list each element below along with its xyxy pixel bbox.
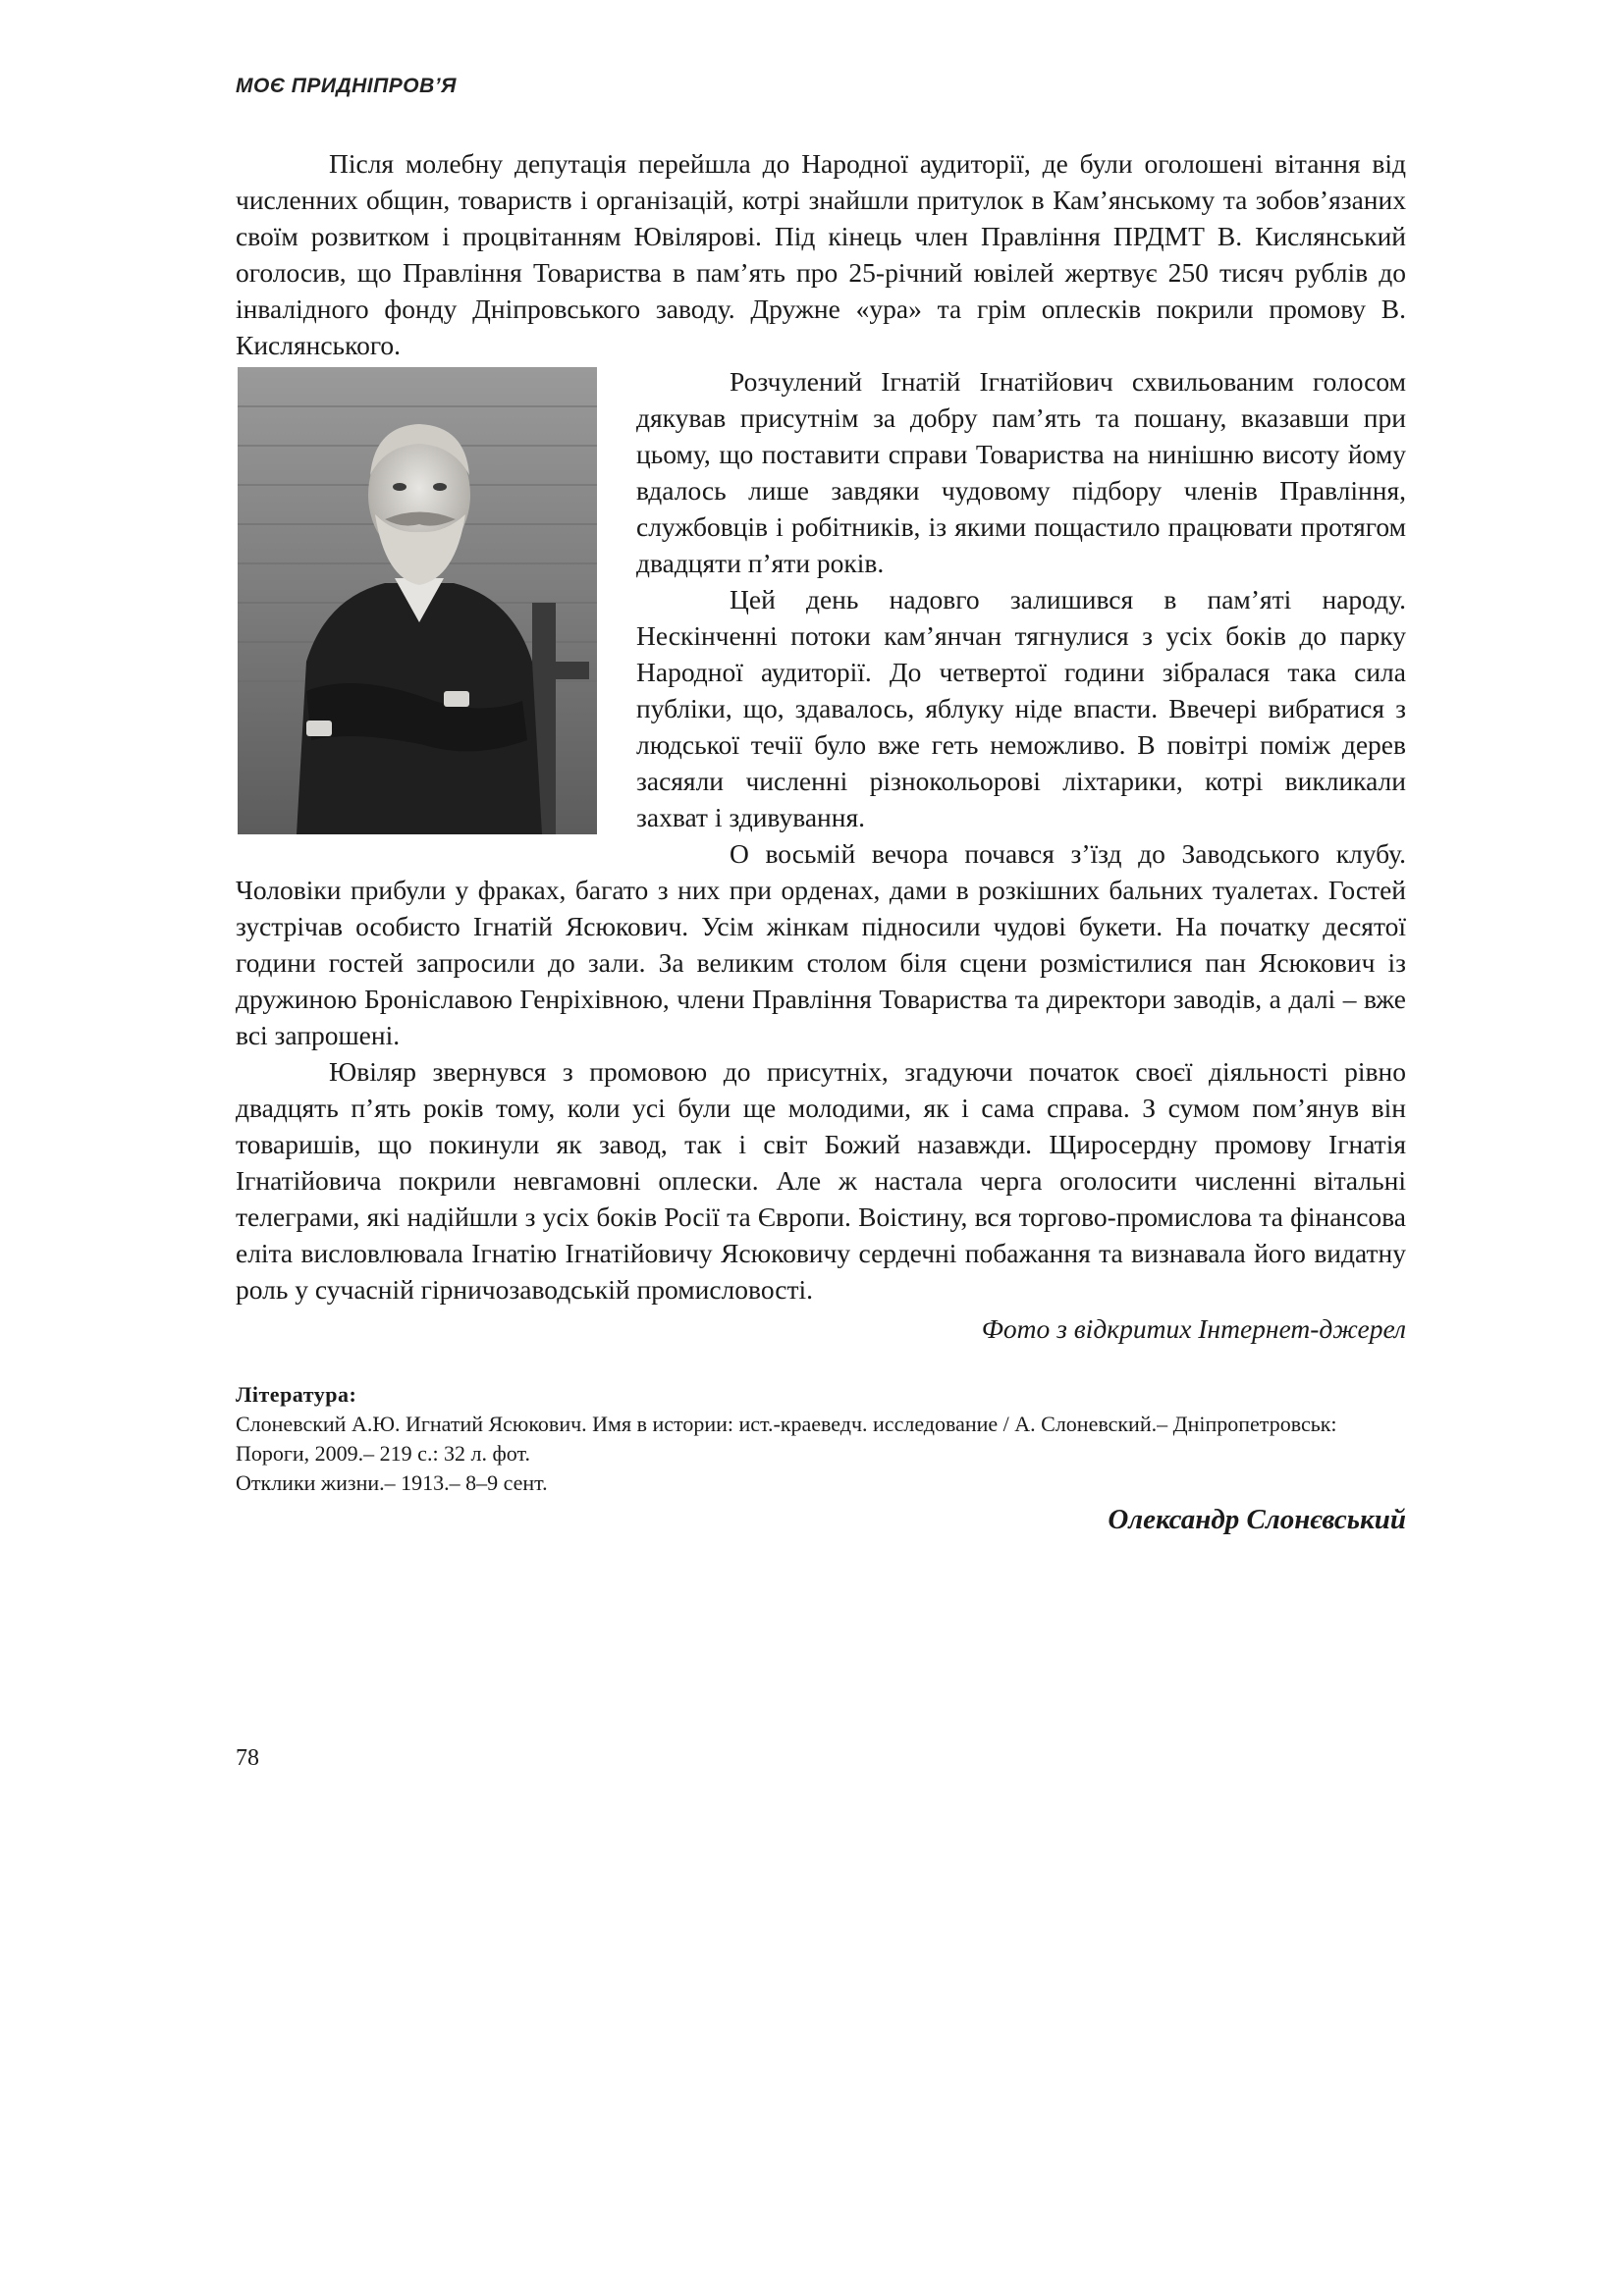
author-signature: Олександр Слонєвський <box>1108 1504 1406 1535</box>
article-body <box>236 145 1406 1347</box>
references-heading: Література: <box>236 1382 357 1407</box>
reference-item: Отклики жизни.– 1913.– 8–9 сент. <box>236 1470 548 1495</box>
running-title: МОЄ ПРИДНІПРОВ’Я <box>236 75 457 97</box>
paragraph-2: Розчулений Ігнатій Ігнатійович схвильованим голосом дякував присутнім за добру пам’ять та пошану, вказавши при цьому, що поставити справи Товариства на нинішню висоту йому вдалось лише завдяки чудовому підбору членів Правління, службовців і робітників, із якими пощастило працювати протягом двадцяти п’яти років. <box>636 366 1406 578</box>
paragraph-3: Цей день надовго залишився в пам’яті народу. Нескінченні потоки кам’янчан тягнулися з усіх боків до парку Народної аудиторії. До четвертої години зібралася така сила публіки, що, здавалось, яблуку ніде впасти. Ввечері вибратися з людської течії було вже геть неможливо. В повітрі поміж дерев засяяли численні різнокольорові ліхтарики, котрі викликали захват і здивування. <box>636 584 1406 832</box>
photo-credit: Фото з відкритих Інтернет-джерел <box>981 1313 1406 1344</box>
paragraph-5: Ювіляр звернувся з промовою до присутніх, згадуючи початок своєї діяльності рівно двадцять п’ять років тому, коли усі були ще молодими, як і сама справа. З сумом пом’янув він товаришів, що покинули як завод, так і світ Божий назавжди. Щиросердну промову Ігнатія Ігнатійовича покрили невгамовні оплески. Але ж настала черга оголосити численні вітальні телеграми, які надійшли з усіх боків Росії та Європи. Воістину, вся торгово-промислова та фінансова еліта висловлювала Ігнатію Ігнатійовичу Ясюковичу сердечні побажання та визнавала його видатну роль у сучасній гірничозаводській промисловості. <box>236 1056 1406 1305</box>
portrait-photo <box>238 367 597 834</box>
references-section <box>236 1380 1406 1498</box>
reference-item: Слоневский А.Ю. Игнатий Ясюкович. Имя в истории: ист.-краеведч. исследование / А. Слоневский.– Дніпропетровськ: Пороги, 2009.– 219 с.: 32 л. фот. <box>236 1412 1337 1466</box>
paragraph-1: Після молебну депутація перейшла до Народної аудиторії, де були оголошені вітання від численних общин, товариств і організацій, котрі знайшли притулок в Кам’янському та зобов’язаних своїм розвитком і процвітанням Ювілярові. Під кінець член Правління ПРДМТ В. Кислянський оголосив, що Правління Товариства в пам’ять про 25-річний ювілей жертвує 250 тисяч рублів до інвалідного фонду Дніпровського заводу. Дружне «ура» та грім оплесків покрили промову В. Кислянського. <box>236 148 1406 360</box>
page-number: 78 <box>236 1745 259 1771</box>
paragraph-4: О восьмій вечора почався з’їзд до Заводського клубу. Чоловіки прибули у фраках, багато з них при орденах, дами в розкішних бальних туалетах. Гостей зустрічав особисто Ігнатій Ясюкович. Усім жінкам підносили чудові букети. На початку десятої години гостей запросили до зали. За великим столом біля сцени розмістилися пан Ясюкович із дружиною Броніславою Генріхівною, члени Правління Товариства та директори заводів, а далі – вже всі запрошені. <box>236 838 1406 1050</box>
